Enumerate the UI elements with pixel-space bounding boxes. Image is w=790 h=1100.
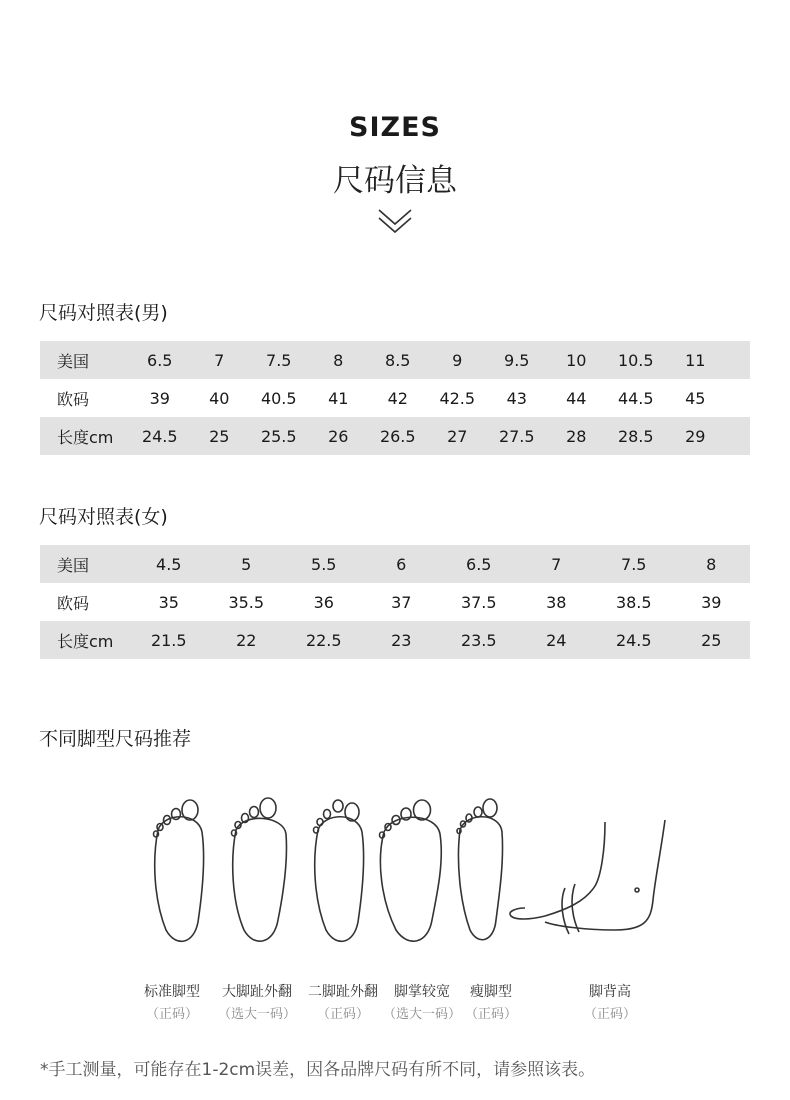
women-size-cell: 23.5 bbox=[460, 630, 497, 650]
women-size-cell: 23 bbox=[391, 630, 412, 650]
men-size-cell: 9 bbox=[452, 350, 463, 370]
foot-type-advice: （选大一码） bbox=[217, 1007, 296, 1022]
foot-type-advice: （正码） bbox=[583, 1007, 636, 1022]
men-size-cell: 8 bbox=[333, 350, 344, 370]
men-size-cell: 45 bbox=[685, 388, 706, 408]
women-size-row bbox=[40, 621, 750, 659]
men-size-table bbox=[40, 341, 750, 455]
sizes-title-cn: 尺码信息 bbox=[333, 163, 457, 199]
men-size-cell: 43 bbox=[506, 388, 527, 408]
foot-type-name: 标准脚型 bbox=[144, 984, 200, 1000]
women-size-cell: 7.5 bbox=[621, 554, 647, 574]
men-table-title: 尺码对照表(男) bbox=[39, 302, 168, 324]
men-size-cell: 42 bbox=[387, 388, 408, 408]
double-chevron-down-icon bbox=[377, 206, 413, 236]
men-size-cell: 25 bbox=[209, 426, 230, 446]
men-size-row bbox=[40, 379, 750, 417]
women-size-row-label: 长度cm bbox=[57, 631, 114, 651]
women-size-cell: 24 bbox=[546, 630, 567, 650]
men-size-row-label: 欧码 bbox=[57, 389, 90, 409]
bunion-foot-icon bbox=[232, 798, 287, 941]
women-size-cell: 6.5 bbox=[466, 554, 492, 574]
women-size-cell: 5 bbox=[241, 554, 252, 574]
women-size-cell: 38.5 bbox=[615, 592, 652, 612]
narrow-foot-icon bbox=[457, 799, 503, 940]
women-size-cell: 35 bbox=[158, 592, 179, 612]
men-size-cell: 40.5 bbox=[260, 388, 297, 408]
men-size-row-label: 美国 bbox=[57, 351, 90, 371]
wide-foot-icon bbox=[380, 800, 442, 941]
men-size-cell: 24.5 bbox=[141, 426, 178, 446]
men-size-cell: 9.5 bbox=[504, 350, 530, 370]
women-size-row bbox=[40, 545, 750, 583]
women-size-row-label: 美国 bbox=[57, 555, 90, 575]
women-size-cell: 21.5 bbox=[150, 630, 187, 650]
men-size-cell: 10 bbox=[566, 350, 587, 370]
women-size-cell: 22.5 bbox=[305, 630, 342, 650]
women-table-title: 尺码对照表(女) bbox=[39, 506, 168, 528]
foot-type-advice: （正码） bbox=[316, 1007, 369, 1022]
foot-type-advice: （正码） bbox=[464, 1007, 517, 1022]
women-size-cell: 39 bbox=[701, 592, 722, 612]
women-size-cell: 25 bbox=[701, 630, 722, 650]
foot-type-title: 不同脚型尺码推荐 bbox=[39, 728, 192, 750]
women-size-cell: 35.5 bbox=[228, 592, 265, 612]
women-size-cell: 5.5 bbox=[311, 554, 337, 574]
women-size-cell: 6 bbox=[396, 554, 407, 574]
women-size-cell: 4.5 bbox=[156, 554, 182, 574]
foot-type-name: 脚掌较宽 bbox=[394, 984, 450, 1000]
men-size-cell: 7.5 bbox=[266, 350, 292, 370]
women-size-row-label: 欧码 bbox=[57, 593, 90, 613]
measurement-note: *手工测量，可能存在1-2cm误差，因各品牌尺码有所不同，请参照该表。 bbox=[40, 1060, 596, 1080]
men-size-cell: 29 bbox=[685, 426, 706, 446]
men-size-cell: 41 bbox=[328, 388, 349, 408]
men-size-cell: 44 bbox=[566, 388, 587, 408]
men-size-row bbox=[40, 341, 750, 379]
men-size-cell: 40 bbox=[209, 388, 230, 408]
foot-type-advice: （正码） bbox=[145, 1007, 198, 1022]
men-size-cell: 28.5 bbox=[617, 426, 654, 446]
foot-type-name: 大脚趾外翻 bbox=[222, 984, 292, 1000]
high-instep-foot-icon bbox=[510, 820, 665, 934]
women-size-cell: 22 bbox=[236, 630, 257, 650]
men-size-cell: 27 bbox=[447, 426, 468, 446]
men-size-cell: 44.5 bbox=[617, 388, 654, 408]
men-size-cell: 26.5 bbox=[379, 426, 416, 446]
women-size-cell: 37 bbox=[391, 592, 412, 612]
men-size-cell: 26 bbox=[328, 426, 349, 446]
women-size-cell: 38 bbox=[546, 592, 567, 612]
foot-type-name: 瘦脚型 bbox=[470, 984, 512, 1000]
men-size-cell: 8.5 bbox=[385, 350, 411, 370]
women-size-cell: 37.5 bbox=[460, 592, 497, 612]
men-size-cell: 42.5 bbox=[439, 388, 476, 408]
men-size-row bbox=[40, 417, 750, 455]
men-size-cell: 11 bbox=[685, 350, 706, 370]
foot-types-illustration bbox=[140, 790, 670, 950]
men-size-cell: 25.5 bbox=[260, 426, 297, 446]
men-size-row-label: 长度cm bbox=[57, 427, 114, 447]
women-size-cell: 7 bbox=[551, 554, 562, 574]
second-toe-foot-icon bbox=[314, 800, 364, 941]
men-size-cell: 27.5 bbox=[498, 426, 535, 446]
women-size-cell: 8 bbox=[706, 554, 717, 574]
women-size-table bbox=[40, 545, 750, 659]
men-size-cell: 10.5 bbox=[617, 350, 654, 370]
men-size-cell: 39 bbox=[149, 388, 170, 408]
foot-type-advice: （选大一码） bbox=[382, 1007, 461, 1022]
men-size-cell: 28 bbox=[566, 426, 587, 446]
men-size-cell: 7 bbox=[214, 350, 225, 370]
standard-foot-icon bbox=[154, 800, 204, 941]
women-size-row bbox=[40, 583, 750, 621]
men-size-cell: 6.5 bbox=[147, 350, 173, 370]
sizes-title-en: SIZES bbox=[349, 112, 441, 143]
women-size-cell: 24.5 bbox=[615, 630, 652, 650]
foot-type-name: 二脚趾外翻 bbox=[308, 984, 378, 1000]
foot-type-name: 脚背高 bbox=[589, 984, 631, 1000]
women-size-cell: 36 bbox=[313, 592, 334, 612]
